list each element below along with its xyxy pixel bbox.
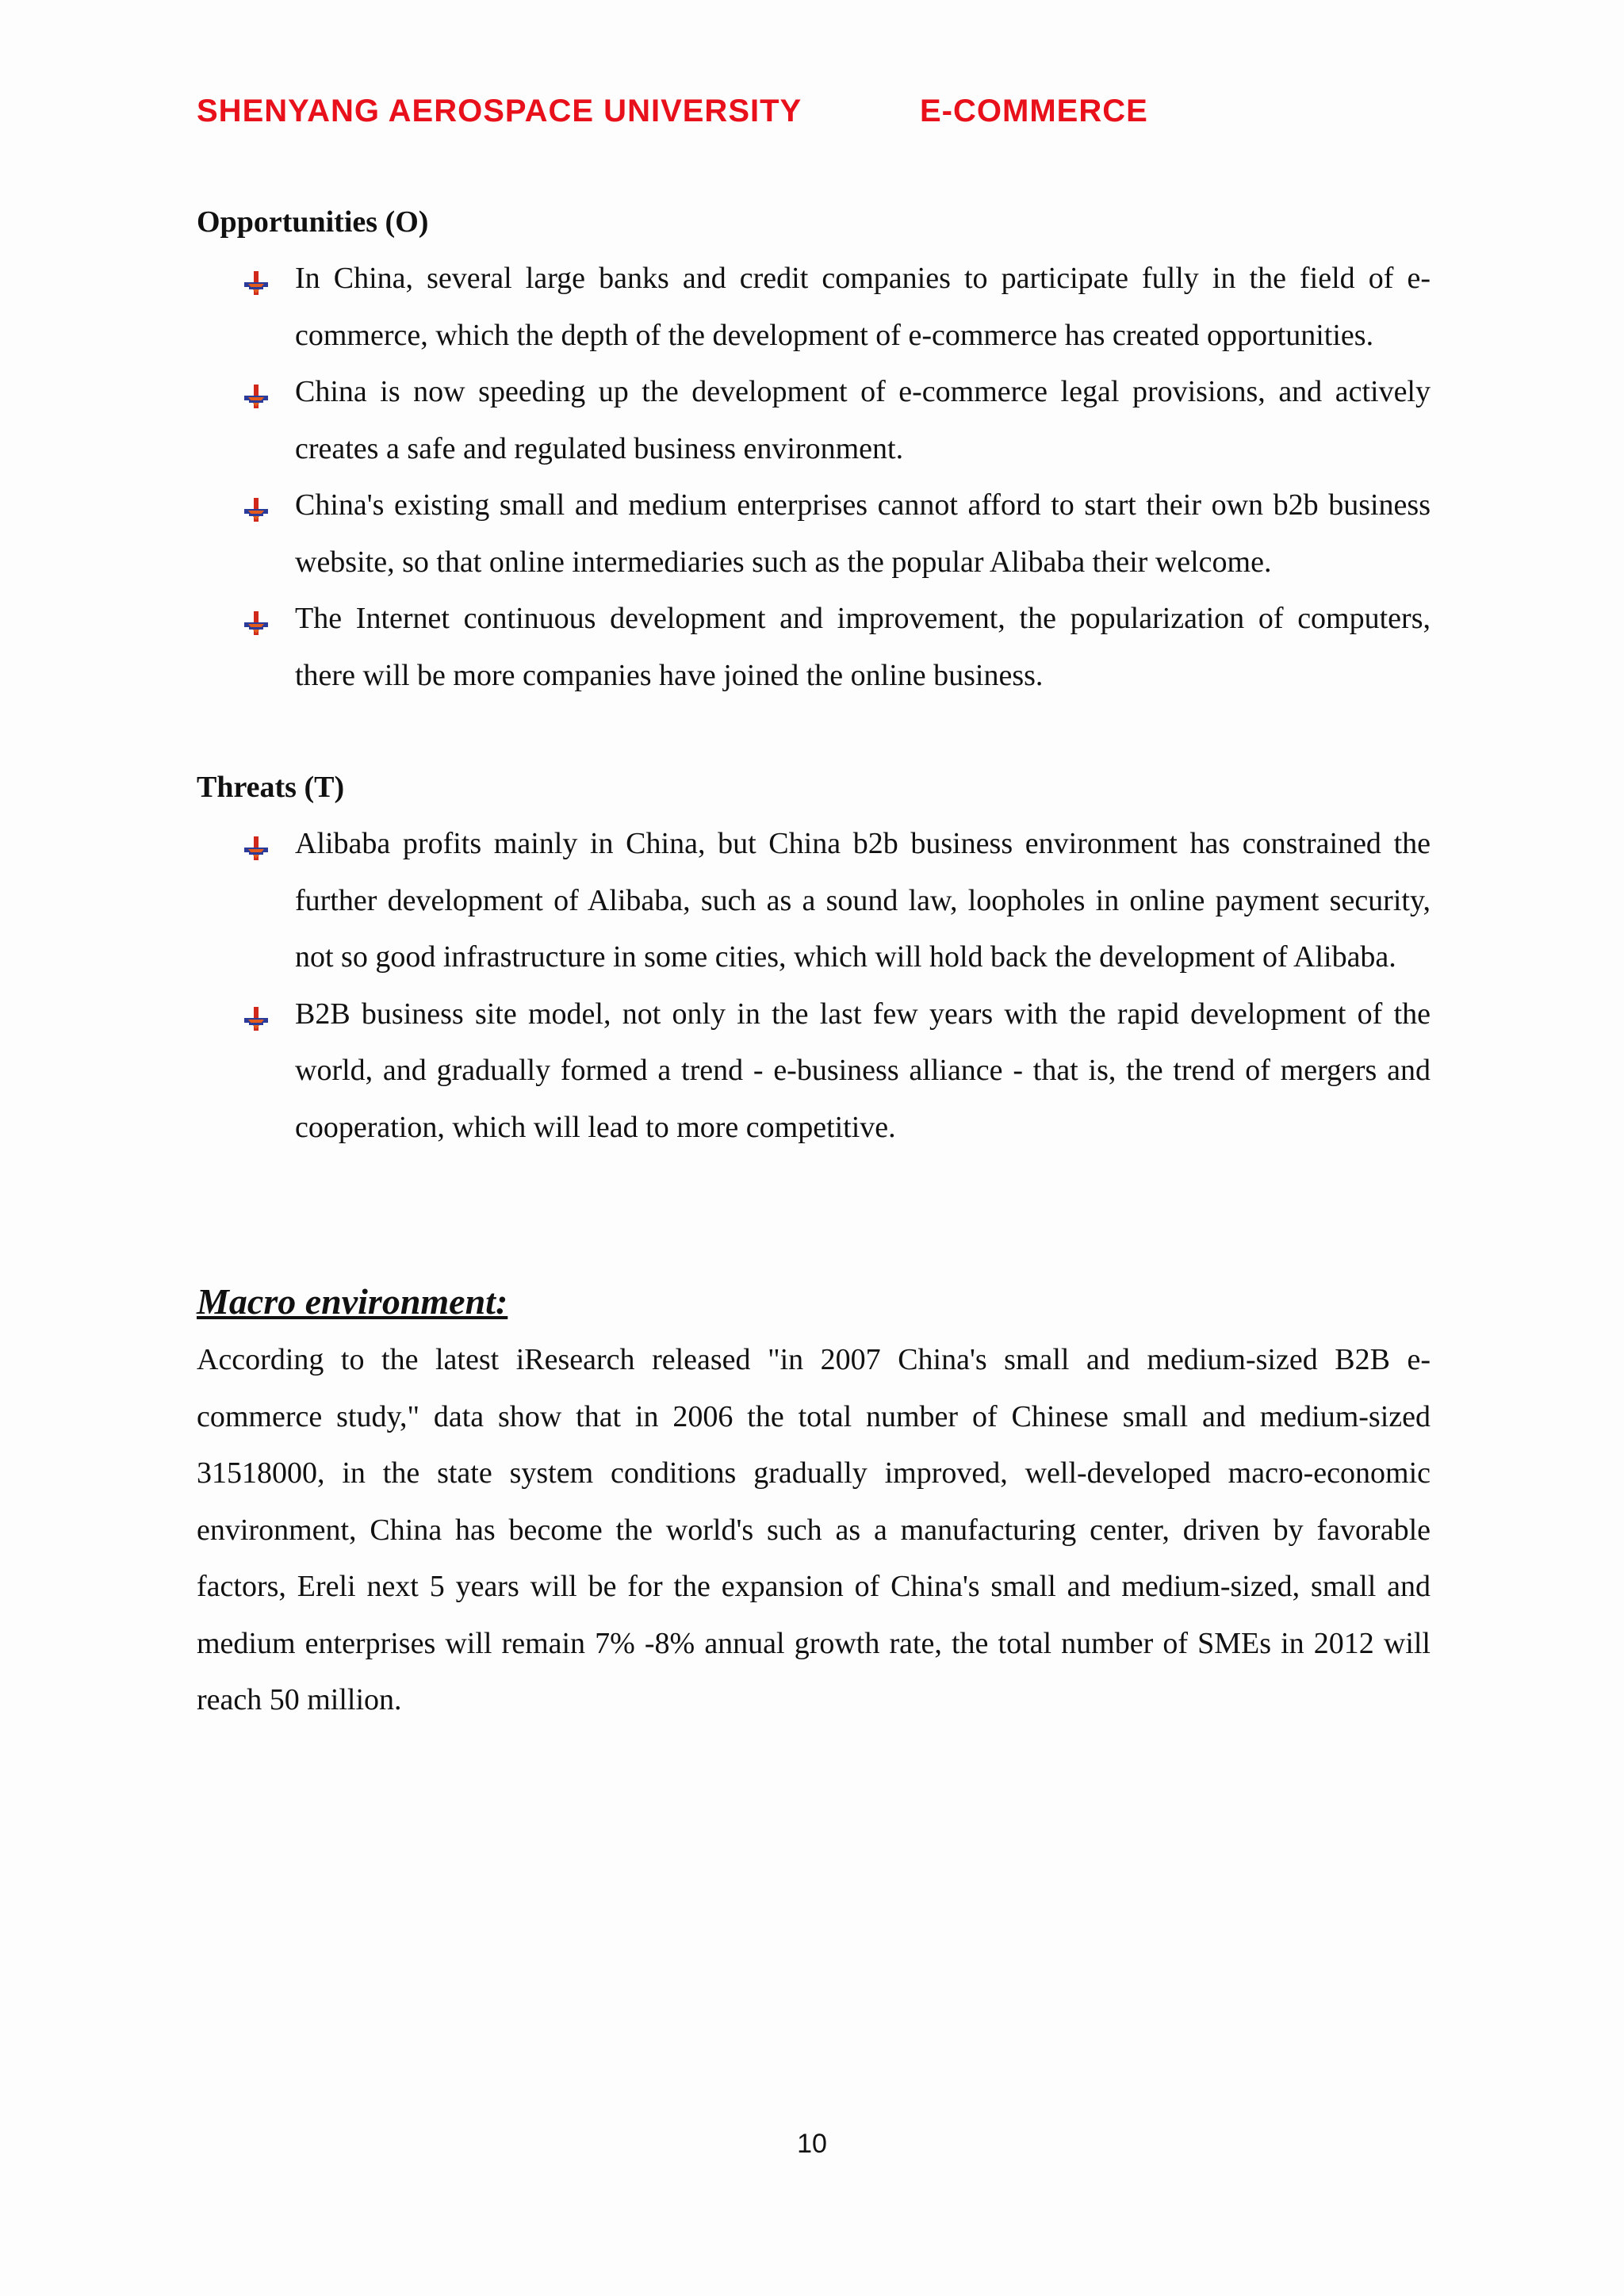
list-item xyxy=(197,364,1431,477)
threats-list xyxy=(197,816,1431,1156)
opportunities-heading: Opportunities (O) xyxy=(197,205,429,239)
list-item xyxy=(197,477,1431,591)
header-university: SHENYANG AEROSPACE UNIVERSITY xyxy=(197,94,802,128)
macro-environment-paragraph: According to the latest iResearch released "in 2007 China's small and medium-sized B2B e-commerce study," data show that in 2006 the total number of Chinese small and medium-sized 31518000, in the state system conditions gradually improved, well-developed macro-economic environment, China has become the world's such as a manufacturing center, driven by favorable factors, Ereli next 5 years will be for the expansion of China's small and medium-sized, small and medium enterprises will remain 7% -8% annual growth rate, the total number of SMEs in 2012 will reach 50 million. xyxy=(197,1343,1431,1716)
list-item-text: B2B business site model, not only in the last few years with the rapid development of the world, and gradually formed a trend - e-business alliance - that is, the trend of mergers and cooperation, which will lead to more competitive. xyxy=(295,997,1431,1144)
arrow-down-bullet-icon xyxy=(244,498,268,522)
list-item-text: In China, several large banks and credit companies to participate fully in the field of e-commerce, which the depth of the development of e-commerce has created opportunities. xyxy=(295,262,1431,352)
section-spacer xyxy=(197,1156,1431,1272)
list-item xyxy=(197,251,1431,364)
document-body xyxy=(197,194,1431,1729)
page-number: 10 xyxy=(797,2129,827,2159)
arrow-down-bullet-icon xyxy=(244,1007,268,1031)
list-item xyxy=(197,591,1431,704)
arrow-down-bullet-icon xyxy=(244,611,268,635)
list-item xyxy=(197,986,1431,1157)
threats-heading: Threats (T) xyxy=(197,771,345,804)
list-item xyxy=(197,816,1431,986)
macro-environment-heading: Macro environment: xyxy=(197,1281,508,1322)
list-item-text: Alibaba profits mainly in China, but China b2b business environment has constrained the further development of Alibaba, such as a sound law, loopholes in online payment security, not so good infrastructure in some cities, which will hold back the development of Alibaba. xyxy=(295,827,1431,974)
section-spacer xyxy=(197,704,1431,760)
arrow-down-bullet-icon xyxy=(244,271,268,295)
running-header xyxy=(197,94,1434,141)
list-item-text: China is now speeding up the development of e-commerce legal provisions, and actively creates a safe and regulated business environment. xyxy=(295,375,1431,465)
arrow-down-bullet-icon xyxy=(244,385,268,408)
opportunities-list xyxy=(197,251,1431,704)
list-item-text: China's existing small and medium enterprises cannot afford to start their own b2b business website, so that online intermediaries such as the popular Alibaba their welcome. xyxy=(295,488,1431,579)
header-subject: E-COMMERCE xyxy=(920,94,1148,128)
arrow-down-bullet-icon xyxy=(244,836,268,860)
list-item-text: The Internet continuous development and improvement, the popularization of computers, there will be more companies have joined the online business. xyxy=(295,602,1431,692)
